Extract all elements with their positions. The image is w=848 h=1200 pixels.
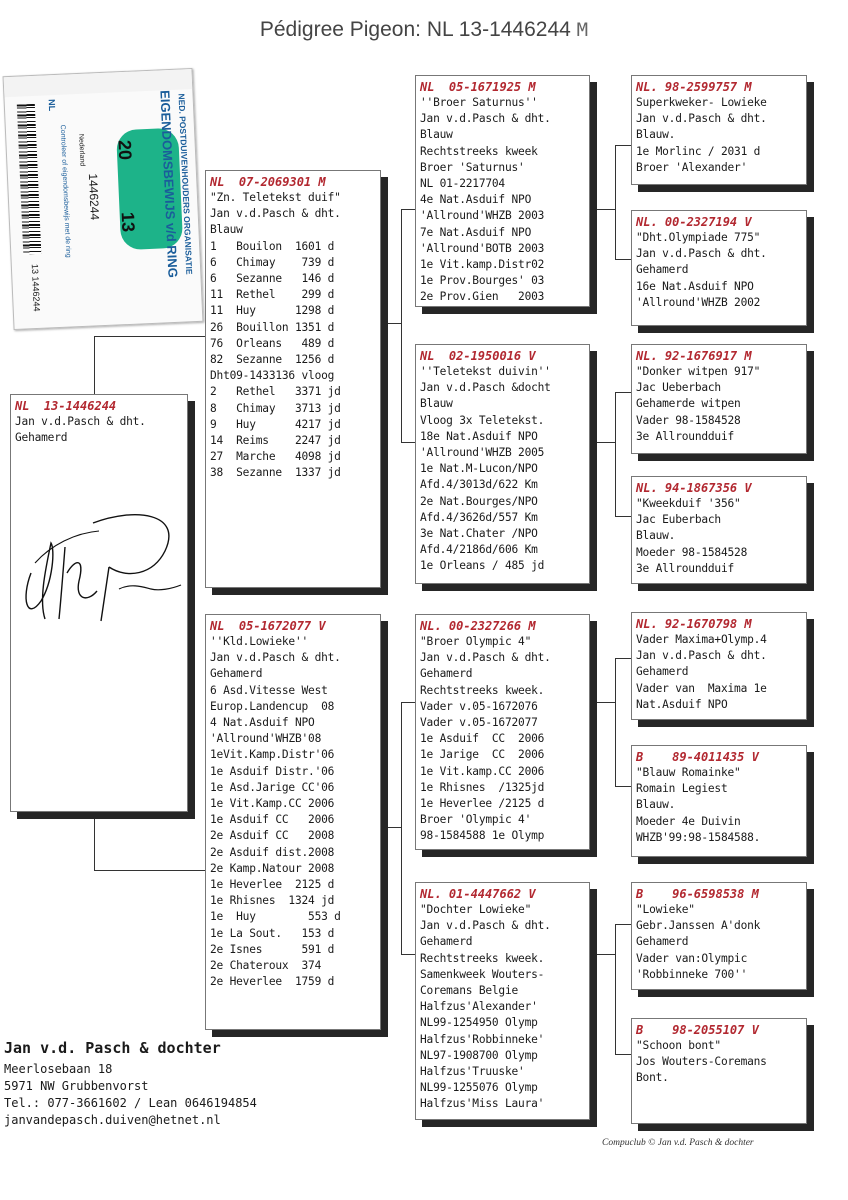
info-line: 8 Chimay 3713 jd xyxy=(210,401,341,415)
pigeon-card-mother xyxy=(205,614,381,1030)
info-line: Jan v.d.Pasch & dht. xyxy=(15,415,146,428)
info-line: Rechtstreeks kweek xyxy=(420,144,538,158)
info-line: 9 Huy 4217 jd xyxy=(210,417,341,431)
info-line: Samenkweek Wouters- xyxy=(420,967,545,981)
info-line: Jan v.d.Pasch & dht. xyxy=(636,247,767,261)
info-line: 1e Vit.kamp.CC 2006 xyxy=(420,764,545,778)
handwritten-signature xyxy=(15,503,183,623)
info-line: Gehamerd xyxy=(210,667,263,681)
info-line: 1e Morlinc / 2031 d xyxy=(636,144,761,158)
connector xyxy=(94,870,208,871)
connector xyxy=(615,145,616,259)
info-line: 6 Asd.Vitesse West xyxy=(210,683,328,697)
connector xyxy=(615,786,631,787)
ring-ownership-card xyxy=(3,68,204,330)
ring-number: NL 02-1950016 V xyxy=(420,349,536,363)
pigeon-card-ggp-2 xyxy=(631,210,807,326)
connector xyxy=(615,924,631,925)
info-line: ''Kld.Lowieke'' xyxy=(210,635,309,648)
info-line: 1e Jarige CC 2006 xyxy=(420,748,545,762)
info-line: 1e Heverlee /2125 d xyxy=(420,797,545,811)
info-line: 1e Vit.Kamp.CC 2006 xyxy=(210,797,335,811)
info-line: Coremans Belgie xyxy=(420,984,519,998)
info-line: Gehamerde witpen xyxy=(636,397,741,411)
pigeon-card-ggp-3 xyxy=(631,344,807,454)
info-line: 2e Asduif dist.2008 xyxy=(210,845,335,859)
info-line: 38 Sezanne 1337 jd xyxy=(210,466,341,480)
info-line: 1e Asd.Jarige CC'06 xyxy=(210,780,335,794)
info-line: 'Allround'WHZB'08 xyxy=(210,732,322,746)
info-line: Broer 'Olympic 4' xyxy=(420,813,532,827)
ring-number: NL. 01-4447662 V xyxy=(420,887,536,901)
pigeon-card-maternal-grandmother xyxy=(415,882,590,1120)
pigeon-card-ggp-1 xyxy=(631,75,807,185)
info-line: Gehamerd xyxy=(15,431,68,445)
info-line: Blauw xyxy=(420,397,453,411)
info-line: 2e Heverlee 1759 d xyxy=(210,975,335,989)
info-line: 2 Rethel 3371 jd xyxy=(210,385,341,399)
info-line: Vloog 3x Teletekst. xyxy=(420,413,545,427)
connector xyxy=(94,336,208,337)
connector xyxy=(94,810,95,870)
info-line: 1e La Sout. 153 d xyxy=(210,926,335,940)
info-line: 1eVit.Kamp.Distr'06 xyxy=(210,748,335,762)
info-line: Blauw. xyxy=(636,128,676,142)
pigeon-card-ggp-4 xyxy=(631,476,807,584)
info-line: Gehamerd xyxy=(420,667,473,681)
connector xyxy=(615,658,631,659)
connector xyxy=(381,323,401,324)
info-line: 1e Asduif CC 2006 xyxy=(210,813,335,827)
info-line: Dht09-1433136 vloog xyxy=(210,369,335,383)
card-title: EIGENDOMSBEWIJS v/d RING xyxy=(157,89,181,279)
ring-number: NL. 00-2327266 M xyxy=(420,619,536,633)
info-line: Jan v.d.Pasch & dht. xyxy=(636,649,767,663)
info-line: "Broer Olympic 4" xyxy=(420,635,532,648)
connector xyxy=(615,392,631,393)
card-organisation: NED. POSTDUIVENHOUDERS ORGANISATIE xyxy=(176,93,195,275)
info-line: 1e Prov.Bourges' 03 xyxy=(420,274,545,288)
connector xyxy=(615,924,616,1054)
info-line: 98-1584588 1e Olymp xyxy=(420,829,545,843)
info-line: Bont. xyxy=(636,1071,669,1085)
info-line: Blauw. xyxy=(636,529,676,543)
info-line: ''Broer Saturnus'' xyxy=(420,96,538,109)
connector xyxy=(615,259,631,260)
info-line: 4 Nat.Asduif NPO xyxy=(210,716,315,730)
card-country: NL xyxy=(46,98,58,112)
card-ring-number: 1446244 xyxy=(85,173,102,221)
info-line: 1e Asduif CC 2006 xyxy=(420,732,545,746)
info-line: Jac Euberbach xyxy=(636,513,721,527)
info-line: Broer 'Alexander' xyxy=(636,160,748,174)
info-line: "Donker witpen 917" xyxy=(636,365,761,378)
info-line: Gehamerd xyxy=(420,935,473,949)
info-line: Rechtstreeks kweek. xyxy=(420,683,545,697)
breeder-email: janvandepasch.duiven@hetnet.nl xyxy=(4,1113,221,1127)
connector xyxy=(615,392,616,516)
ring-number: NL. 92-1676917 M xyxy=(636,349,752,363)
info-line: Halfzus'Robbinneke' xyxy=(420,1032,545,1046)
info-line: Moeder 98-1584528 xyxy=(636,545,748,559)
info-line: 6 Sezanne 146 d xyxy=(210,272,335,286)
connector xyxy=(590,702,615,703)
info-line: Blauw. xyxy=(636,798,676,812)
info-line: Vader Maxima+Olymp.4 xyxy=(636,633,767,646)
connector xyxy=(94,336,95,396)
pigeon-card-subject xyxy=(10,394,188,812)
pigeon-card-ggp-6 xyxy=(631,745,807,857)
connector xyxy=(590,442,615,443)
card-year-left: 20 xyxy=(114,139,136,161)
info-line: "Schoon bont" xyxy=(636,1039,721,1052)
pigeon-card-father xyxy=(205,170,381,588)
info-line: Jan v.d.Pasch & dht. xyxy=(420,919,551,933)
info-line: Afd.4/2186d/606 Km xyxy=(420,543,538,557)
info-line: Jan v.d.Pasch & dht. xyxy=(420,651,551,665)
info-line: 2e Chateroux 374 xyxy=(210,959,322,973)
pigeon-card-paternal-grandfather xyxy=(415,75,590,307)
info-line: Europ.Landencup 08 xyxy=(210,699,335,713)
info-line: 2e Kamp.Natour 2008 xyxy=(210,861,335,875)
info-line: Gehamerd xyxy=(636,665,689,679)
info-line: 7e Nat.Asduif NPO xyxy=(420,225,532,239)
pigeon-card-ggp-8 xyxy=(631,1018,807,1124)
info-line: 16e Nat.Asduif NPO xyxy=(636,279,754,293)
info-line: 2e Prov.Gien 2003 xyxy=(420,290,545,304)
info-line: 27 Marche 4098 jd xyxy=(210,450,341,464)
pigeon-card-paternal-grandmother xyxy=(415,344,590,584)
info-line: Vader v.05-1672076 xyxy=(420,699,538,713)
breeder-address: Meerlosebaan 18 xyxy=(4,1062,113,1076)
info-line: 4e Nat.Asduif NPO xyxy=(420,193,532,207)
connector xyxy=(381,827,401,828)
barcode-number: 13 1446244 xyxy=(29,263,42,312)
connector xyxy=(590,209,615,210)
info-line: Jan v.d.Pasch & dht. xyxy=(210,651,341,665)
info-line: 82 Sezanne 1256 d xyxy=(210,353,335,367)
ring-number: NL. 94-1867356 V xyxy=(636,481,752,495)
info-line: 26 Bouillon 1351 d xyxy=(210,320,335,334)
info-line: Broer 'Saturnus' xyxy=(420,160,525,174)
info-line: Jos Wouters-Coremans xyxy=(636,1055,767,1069)
pigeon-card-ggp-7 xyxy=(631,882,807,990)
info-line: "Dht.Olympiade 775" xyxy=(636,231,761,244)
card-year-right: 13 xyxy=(117,211,139,233)
info-line: "Blauw Romainke" xyxy=(636,766,741,779)
info-line: 1e Heverlee 2125 d xyxy=(210,878,335,892)
info-line: Superkweker- Lowieke xyxy=(636,96,767,109)
info-line: 11 Huy 1298 d xyxy=(210,304,335,318)
ring-number: NL 05-1671925 M xyxy=(420,80,536,94)
info-line: Gehamerd xyxy=(636,935,689,949)
card-country-label: Nederland xyxy=(77,133,86,167)
info-line: Romain Legiest xyxy=(636,782,728,796)
connector xyxy=(615,145,631,146)
info-line: 1e Huy 553 d xyxy=(210,910,341,924)
ring-number: NL 13-1446244 xyxy=(15,399,117,413)
info-line: 'Robbinneke 700'' xyxy=(636,967,748,981)
info-line: Halfzus'Miss Laura' xyxy=(420,1097,545,1111)
info-line: NL97-1908700 Olymp xyxy=(420,1048,538,1062)
title-sex: M xyxy=(576,19,589,41)
info-line: 2e Nat.Bourges/NPO xyxy=(420,494,538,508)
info-line: 'Allround'WHZB 2005 xyxy=(420,446,545,460)
info-line: WHZB'99:98-1584588. xyxy=(636,830,761,844)
info-line: 1e Orleans / 485 jd xyxy=(420,559,545,573)
ring-number: B 89-4011435 V xyxy=(636,750,759,764)
info-line: Moeder 4e Duivin xyxy=(636,814,741,828)
ring-number: NL. 00-2327194 V xyxy=(636,215,752,229)
info-line: 1e Nat.M-Lucon/NPO xyxy=(420,462,538,476)
info-line: "Lowieke" xyxy=(636,903,695,916)
breeder-name: Jan v.d. Pasch & dochter xyxy=(4,1039,221,1057)
info-line: Jan v.d.Pasch & dht. xyxy=(636,112,767,126)
info-line: 1e Asduif Distr.'06 xyxy=(210,764,335,778)
info-line: 1e Rhisnes /1325jd xyxy=(420,780,545,794)
ring-number: NL. 92-1670798 M xyxy=(636,617,752,631)
connector xyxy=(615,658,616,786)
info-line: NL99-1255076 Olymp xyxy=(420,1081,538,1095)
ring-number: NL. 98-2599757 M xyxy=(636,80,752,94)
info-line: 2e Isnes 591 d xyxy=(210,942,335,956)
info-line: Vader van:Olympic xyxy=(636,951,748,965)
info-line: 76 Orleans 489 d xyxy=(210,336,335,350)
info-line: Afd.4/3626d/557 Km xyxy=(420,510,538,524)
ring-number: NL 05-1672077 V xyxy=(210,619,326,633)
info-line: 1 Bouilon 1601 d xyxy=(210,239,335,253)
info-line: Blauw xyxy=(210,223,243,237)
info-line: 3e Allroundduif xyxy=(636,561,735,575)
connector xyxy=(590,954,615,955)
info-line: Jan v.d.Pasch & dht. xyxy=(210,207,341,221)
info-line: Halfzus'Truuske' xyxy=(420,1065,525,1079)
info-line: 1e Rhisnes 1324 jd xyxy=(210,894,335,908)
info-line: Gehamerd xyxy=(636,263,689,277)
connector xyxy=(401,702,402,954)
info-line: 2e Asduif CC 2008 xyxy=(210,829,335,843)
info-line: 11 Rethel 299 d xyxy=(210,288,335,302)
info-line: "Kweekduif '356" xyxy=(636,497,741,510)
info-line: Jan v.d.Pasch & dht. xyxy=(420,112,551,126)
info-line: Nat.Asduif NPO xyxy=(636,697,728,711)
info-line: Vader 98-1584528 xyxy=(636,413,741,427)
info-line: Vader van Maxima 1e xyxy=(636,681,767,695)
connector xyxy=(615,516,631,517)
ring-number: NL 07-2069301 M xyxy=(210,175,326,189)
info-line: 3e Nat.Chater /NPO xyxy=(420,527,538,541)
card-side-text: Controleer of eigendomsbewijs met de ring xyxy=(58,124,72,258)
info-line: "Dochter Lowieke" xyxy=(420,903,532,916)
pigeon-card-maternal-grandfather xyxy=(415,614,590,850)
info-line: 1e Vit.kamp.Distr02 xyxy=(420,258,545,272)
info-line: Jan v.d.Pasch &docht xyxy=(420,381,551,395)
breeder-phone: Tel.: 077-3661602 / Lean 0646194854 xyxy=(4,1096,257,1110)
ring-number: B 98-2055107 V xyxy=(636,1023,759,1037)
info-line: 3e Allroundduif xyxy=(636,429,735,443)
ring-number: B 96-6598538 M xyxy=(636,887,759,901)
info-line: Rechtstreeks kweek. xyxy=(420,951,545,965)
info-line: 'Allround'WHZB 2002 xyxy=(636,295,761,309)
connector xyxy=(401,209,402,442)
title-text: Pédigree Pigeon: NL 13-1446244 xyxy=(259,18,571,41)
breeder-city: 5971 NW Grubbenvorst xyxy=(4,1079,149,1093)
info-line: Afd.4/3013d/622 Km xyxy=(420,478,538,492)
copyright-note: Compuclub © Jan v.d. Pasch & dochter xyxy=(602,1138,754,1148)
info-line: Halfzus'Alexander' xyxy=(420,1000,538,1014)
info-line: 'Allround'BOTB 2003 xyxy=(420,241,545,255)
info-line: Blauw xyxy=(420,128,453,142)
info-line: NL 01-2217704 xyxy=(420,177,505,191)
info-line: "Zn. Teletekst duif" xyxy=(210,191,341,204)
pigeon-card-ggp-5 xyxy=(631,612,807,720)
info-line: NL99-1254950 Olymp xyxy=(420,1016,538,1030)
info-line: Vader v.05-1672077 xyxy=(420,716,538,730)
info-line: 18e Nat.Asduif NPO xyxy=(420,429,538,443)
page-title xyxy=(0,18,848,42)
info-line: ''Teletekst duivin'' xyxy=(420,365,551,378)
info-line: Gebr.Janssen A'donk xyxy=(636,919,761,933)
info-line: 6 Chimay 739 d xyxy=(210,255,335,269)
connector xyxy=(615,1054,631,1055)
barcode xyxy=(17,104,42,255)
info-line: 14 Reims 2247 jd xyxy=(210,434,341,448)
info-line: Jac Ueberbach xyxy=(636,381,721,395)
info-line: 'Allround'WHZB 2003 xyxy=(420,209,545,223)
